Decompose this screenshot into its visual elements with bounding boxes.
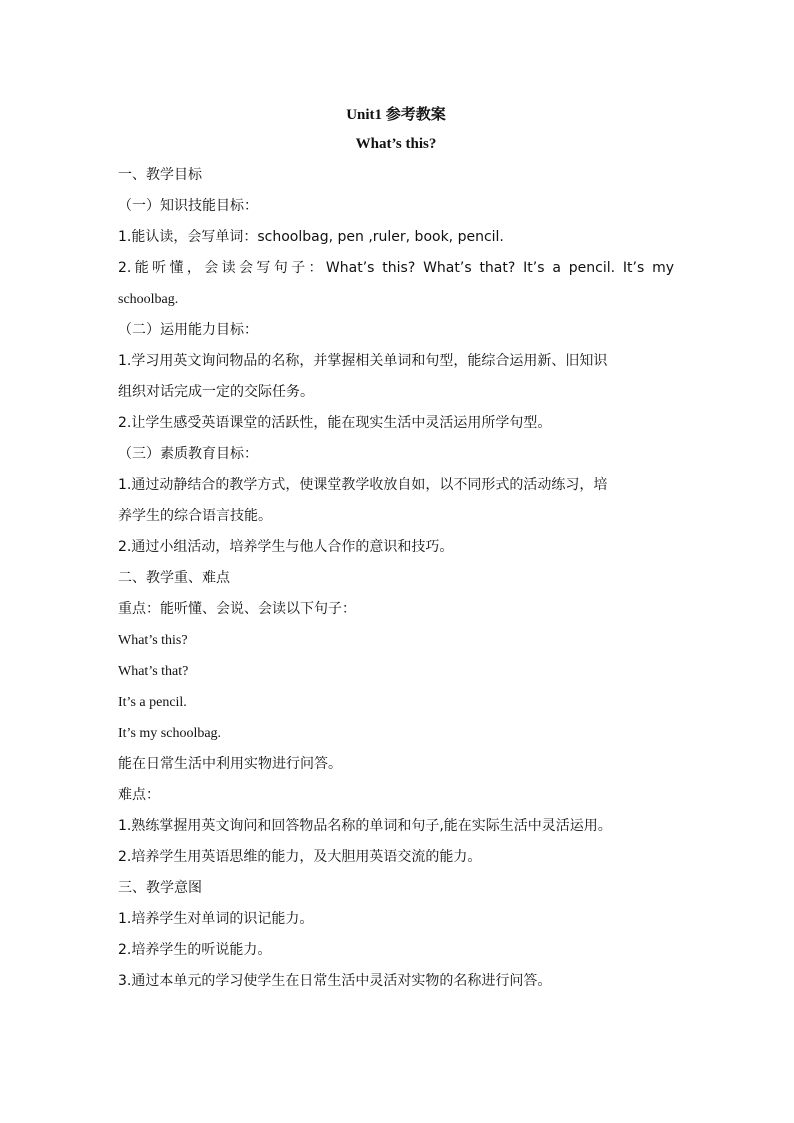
paragraph-line: 难点： xyxy=(118,787,160,803)
paragraph-line: 2.能听懂，会读会写句子：What’s this? What’s that? It’s a pencil. It’s my xyxy=(118,260,674,276)
document-title: Unit1 参考教案 xyxy=(346,107,446,123)
example-sentence: It’s a pencil. xyxy=(118,695,187,710)
paragraph-line: 3.通过本单元的学习使学生在日常生活中灵活对实物的名称进行问答。 xyxy=(118,973,552,989)
paragraph-line: 1.熟练掌握用英文询问和回答物品名称的单词和句子,能在实际生活中灵活运用。 xyxy=(118,818,612,834)
paragraph-line: 1.通过动静结合的教学方式，使课堂教学收放自如，以不同形式的活动练习，培 xyxy=(118,477,608,493)
example-sentence: What’s that? xyxy=(118,664,189,679)
paragraph-line: 2.通过小组活动，培养学生与他人合作的意识和技巧。 xyxy=(118,539,454,555)
paragraph-line: 重点：能听懂、会说、会读以下句子： xyxy=(118,601,356,617)
section-heading-intent: 三、教学意图 xyxy=(118,880,202,896)
example-sentence: What’s this? xyxy=(118,633,188,648)
paragraph-line: 2.让学生感受英语课堂的活跃性，能在现实生活中灵活运用所学句型。 xyxy=(118,415,552,431)
paragraph-line: 养学生的综合语言技能。 xyxy=(118,508,272,524)
subsection-heading-knowledge: （一）知识技能目标： xyxy=(118,198,258,214)
paragraph-line: 能在日常生活中利用实物进行问答。 xyxy=(118,756,342,772)
section-heading-objectives: 一、教学目标 xyxy=(118,167,202,183)
paragraph-line: 1.培养学生对单词的识记能力。 xyxy=(118,911,314,927)
subsection-heading-quality: （三）素质教育目标： xyxy=(118,446,258,462)
paragraph-line: 1.学习用英文询问物品的名称，并掌握相关单词和句型，能综合运用新、旧知识 xyxy=(118,353,608,369)
subsection-heading-ability: （二）运用能力目标： xyxy=(118,322,258,338)
section-heading-key-points: 二、教学重、难点 xyxy=(118,570,230,586)
paragraph-line: schoolbag. xyxy=(118,292,179,307)
example-sentence: It’s my schoolbag. xyxy=(118,726,222,741)
paragraph-line: 2.培养学生的听说能力。 xyxy=(118,942,272,958)
paragraph-line: 组织对话完成一定的交际任务。 xyxy=(118,384,314,400)
document-body xyxy=(118,101,674,997)
document-subtitle: What’s this? xyxy=(355,136,437,152)
paragraph-line: 2.培养学生用英语思维的能力，及大胆用英语交流的能力。 xyxy=(118,849,482,865)
paragraph-line: 1.能认读，会写单词：schoolbag, pen ,ruler, book, pencil. xyxy=(118,229,504,245)
